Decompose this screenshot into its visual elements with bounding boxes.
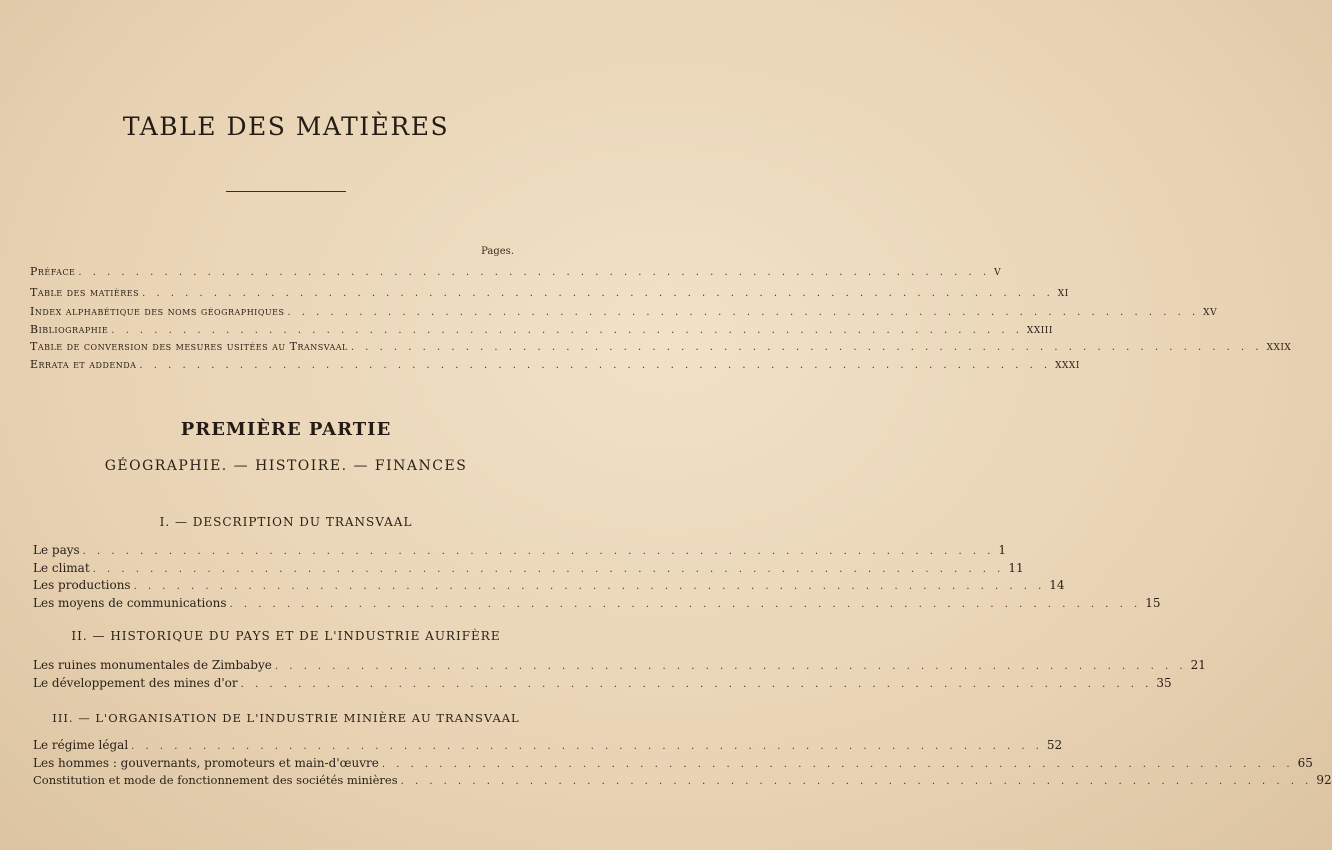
toc-entry-label: Table de conversion des mesures usitées au Transvaal <box>30 340 348 353</box>
leader-dots: . . . . . . . . . . . . . . . . . . . . . . . . . . . . . . . . . . . . . . . . . . . . . . . . . . . . . . . . . . . . . . . . <box>274 661 1187 672</box>
section-title-1: I. — DESCRIPTION DU TRANSVAAL <box>159 515 413 529</box>
title-divider <box>226 191 346 192</box>
toc-entry-label: Table des matières <box>30 286 140 299</box>
toc-entry-page: 14 <box>1049 578 1065 592</box>
leader-dots: . . . . . . . . . . . . . . . . . . . . . . . . . . . . . . . . . . . . . . . . . . . . . . . . . . . . . . . . . . . . . . . . <box>240 679 1153 690</box>
leader-dots: . . . . . . . . . . . . . . . . . . . . . . . . . . . . . . . . . . . . . . . . . . . . . . . . . . . . . . . . . . . . . . . . <box>92 564 1005 575</box>
toc-entry-errata <box>30 358 1080 371</box>
toc-entry-page: XXIX <box>1266 343 1292 353</box>
toc-entry-label: Le pays <box>33 543 80 557</box>
toc-entry-page: 92 <box>1316 773 1332 787</box>
toc-entry-bibliographie <box>30 323 1053 336</box>
toc-entry-page: XXIII <box>1026 326 1053 336</box>
toc-entry-regime-legal <box>33 738 1063 752</box>
leader-dots: . . . . . . . . . . . . . . . . . . . . . . . . . . . . . . . . . . . . . . . . . . . . . . . . . . . . . . . . . . . . . . . . <box>82 546 995 557</box>
toc-entry-developpement-mines <box>33 676 1172 690</box>
toc-entry-label: Les productions <box>33 578 131 592</box>
toc-entry-page: 35 <box>1156 676 1172 690</box>
toc-entry-page: 65 <box>1297 756 1313 770</box>
leader-dots: . . . . . . . . . . . . . . . . . . . . . . . . . . . . . . . . . . . . . . . . . . . . . . . . . . . . . . . . . . . . . . . . <box>131 741 1043 752</box>
toc-entry-page: 52 <box>1046 738 1063 752</box>
toc-entry-constitution-societes <box>33 773 1332 787</box>
toc-entry-label: Les ruines monumentales de Zimbabye <box>33 658 272 672</box>
toc-entry-page: 21 <box>1190 658 1206 672</box>
toc-entry-index <box>30 305 1218 318</box>
toc-entry-page: V <box>994 268 1002 278</box>
part-subtitle: GÉOGRAPHIE. — HISTOIRE. — FINANCES <box>104 458 468 474</box>
toc-entry-page: XI <box>1057 289 1069 299</box>
toc-entry-table-des-matieres <box>30 286 1069 299</box>
leader-dots: . . . . . . . . . . . . . . . . . . . . . . . . . . . . . . . . . . . . . . . . . . . . . . . . . . . . . . . . . . . . . . . . <box>350 342 1263 353</box>
toc-entry-page: 15 <box>1145 596 1161 610</box>
toc-entry-label: Errata et addenda <box>30 358 137 371</box>
leader-dots: . . . . . . . . . . . . . . . . . . . . . . . . . . . . . . . . . . . . . . . . . . . . . . . . . . . . . . . . . . . . . . . . <box>400 776 1313 787</box>
toc-entry-page: XV <box>1203 308 1218 318</box>
leader-dots: . . . . . . . . . . . . . . . . . . . . . . . . . . . . . . . . . . . . . . . . . . . . . . . . . . . . . . . . . . . . . . . . <box>142 288 1054 299</box>
leader-dots: . . . . . . . . . . . . . . . . . . . . . . . . . . . . . . . . . . . . . . . . . . . . . . . . . . . . . . . . . . . . . . . . <box>78 267 991 278</box>
toc-entry-le-pays <box>33 543 1007 557</box>
leader-dots: . . . . . . . . . . . . . . . . . . . . . . . . . . . . . . . . . . . . . . . . . . . . . . . . . . . . . . . . . . . . . . . . <box>229 599 1142 610</box>
pages-column-header: Pages. <box>481 246 514 257</box>
toc-entry-page: 11 <box>1008 561 1024 575</box>
toc-entry-moyens-communications <box>33 596 1161 610</box>
toc-entry-label: Constitution et mode de fonctionnement des sociétés minières <box>33 773 398 787</box>
toc-entry-les-hommes <box>33 756 1313 770</box>
leader-dots: . . . . . . . . . . . . . . . . . . . . . . . . . . . . . . . . . . . . . . . . . . . . . . . . . . . . . . . . . . . . . . . . <box>111 325 1023 336</box>
section-title-3: III. — L'ORGANISATION DE L'INDUSTRIE MINIÈRE AU TRANSVAAL <box>52 711 520 725</box>
toc-entry-preface <box>30 265 1002 278</box>
part-title: PREMIÈRE PARTIE <box>180 419 392 440</box>
toc-entry-page: 1 <box>998 543 1007 557</box>
toc-entry-page: XXXI <box>1055 361 1080 371</box>
toc-entry-label: Index alphabétique des noms géographiques <box>30 305 285 318</box>
toc-entry-label: Le régime légal <box>33 738 129 752</box>
toc-entry-label: Bibliographie <box>30 323 109 336</box>
toc-entry-label: Préface <box>30 265 76 278</box>
toc-entry-label: Le développement des mines d'or <box>33 676 238 690</box>
toc-entry-les-productions <box>33 578 1065 592</box>
toc-entry-label: Le climat <box>33 561 90 575</box>
leader-dots: . . . . . . . . . . . . . . . . . . . . . . . . . . . . . . . . . . . . . . . . . . . . . . . . . . . . . . . . . . . . . . . . <box>287 307 1200 318</box>
toc-entry-ruines-zimbabye <box>33 658 1206 672</box>
section-title-2: II. — HISTORIQUE DU PAYS ET DE L'INDUSTRIE AURIFÈRE <box>71 629 501 643</box>
page-title: TABLE DES MATIÈRES <box>122 112 450 141</box>
leader-dots: . . . . . . . . . . . . . . . . . . . . . . . . . . . . . . . . . . . . . . . . . . . . . . . . . . . . . . . . . . . . . . . . <box>381 759 1294 770</box>
toc-entry-table-conversion <box>30 340 1292 353</box>
toc-entry-label: Les hommes : gouvernants, promoteurs et main-d'œuvre <box>33 756 379 770</box>
leader-dots: . . . . . . . . . . . . . . . . . . . . . . . . . . . . . . . . . . . . . . . . . . . . . . . . . . . . . . . . . . . . . . . . <box>133 581 1046 592</box>
toc-entry-le-climat <box>33 561 1024 575</box>
toc-entry-label: Les moyens de communications <box>33 596 227 610</box>
leader-dots: . . . . . . . . . . . . . . . . . . . . . . . . . . . . . . . . . . . . . . . . . . . . . . . . . . . . . . . . . . . . . . . . <box>139 360 1052 371</box>
